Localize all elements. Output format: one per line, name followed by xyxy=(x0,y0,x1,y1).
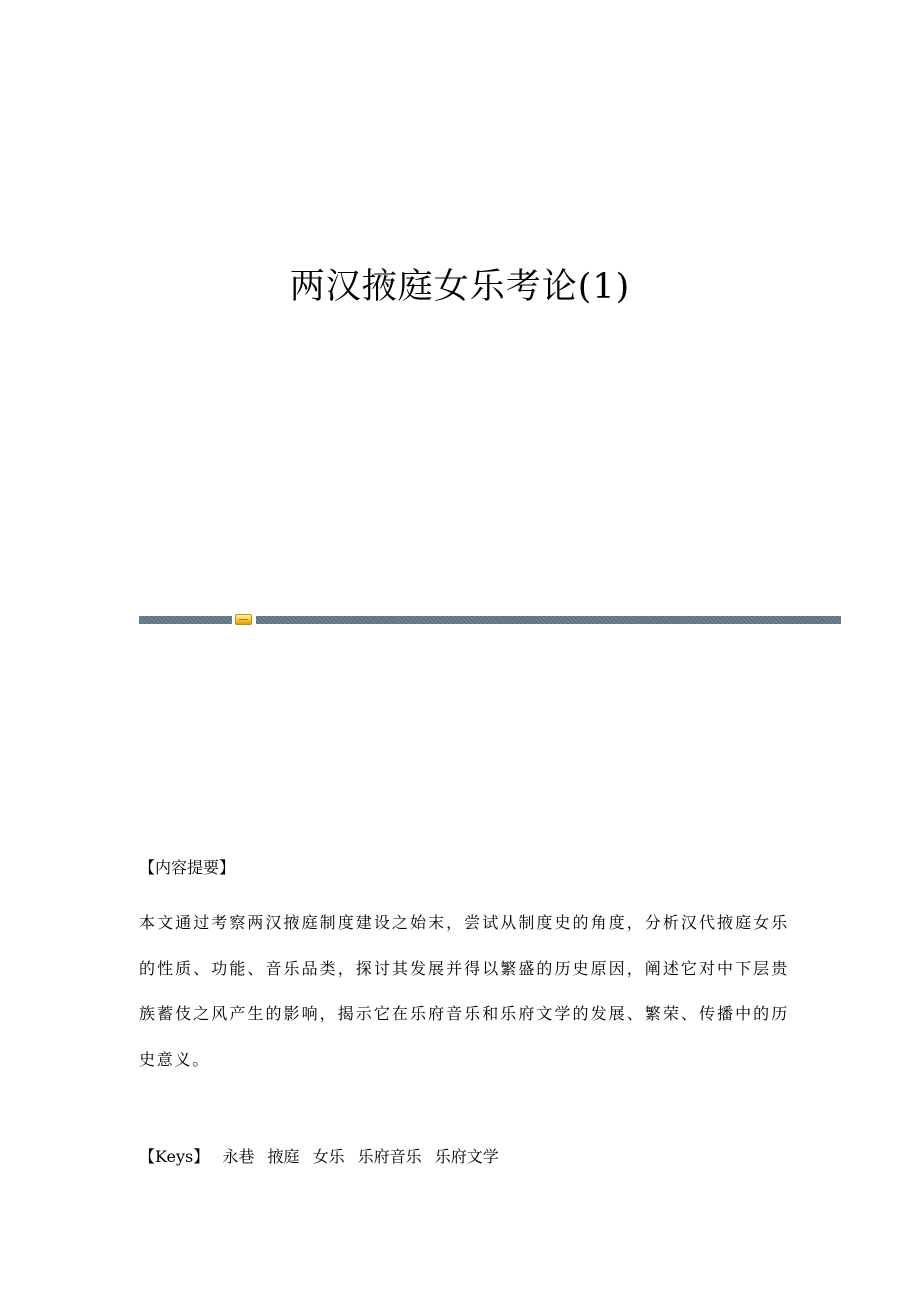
keyword: 乐府文学 xyxy=(434,1147,499,1166)
keyword: 永巷 xyxy=(222,1147,255,1166)
keyword: 女乐 xyxy=(312,1147,345,1166)
divider-bar-right xyxy=(256,616,841,624)
divider-ornament-icon xyxy=(235,614,252,625)
keyword: 掖庭 xyxy=(267,1147,300,1166)
keywords-label: 【Keys】 xyxy=(139,1147,210,1166)
divider-bar-left xyxy=(139,616,232,624)
keyword: 乐府音乐 xyxy=(357,1147,422,1166)
keywords-line xyxy=(139,1145,499,1169)
abstract-label: 【内容提要】 xyxy=(139,858,236,877)
abstract-text: 本文通过考察两汉掖庭制度建设之始末，尝试从制度史的角度，分析汉代掖庭女乐的性质、功能、音乐品类，探讨其发展并得以繁盛的历史原因，阐述它对中下层贵族蓄伎之风产生的影响，揭示它在乐府音乐和乐府文学的发展、繁荣、传播中的历史意义。 xyxy=(139,913,789,1069)
section-divider xyxy=(139,614,841,626)
document-title: 两汉掖庭女乐考论(1) xyxy=(289,267,631,307)
